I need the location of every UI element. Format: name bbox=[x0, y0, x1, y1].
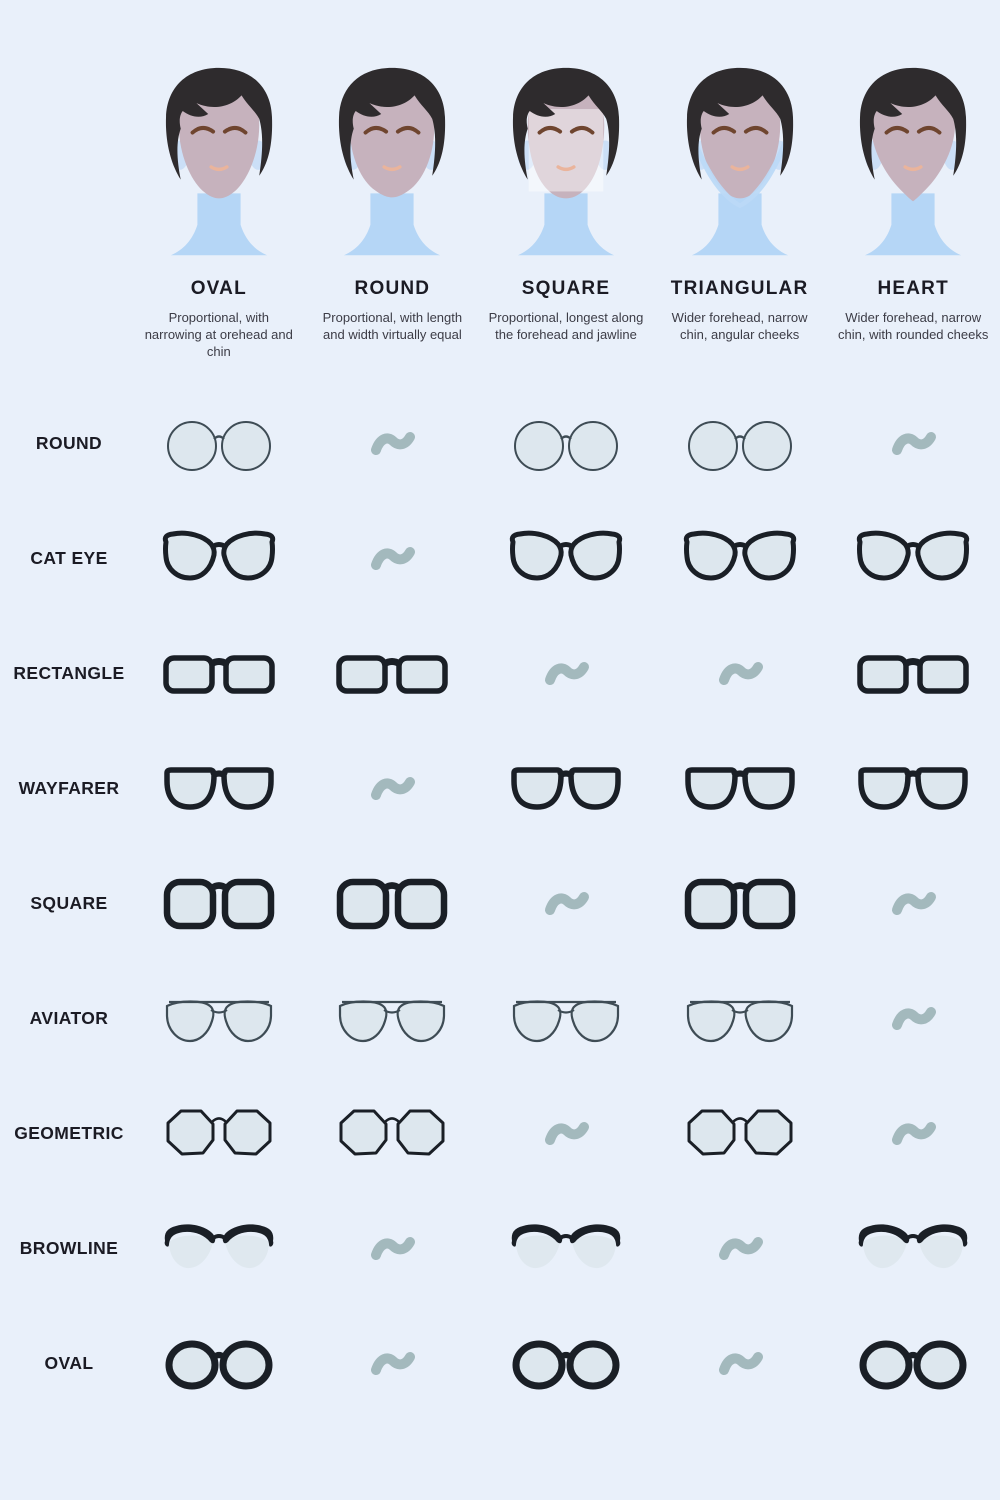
face-shape-name: OVAL bbox=[190, 278, 247, 299]
matrix-cell-square-oval bbox=[132, 872, 306, 936]
matrix-row-geometric bbox=[0, 1076, 1000, 1191]
matrix-cell-square-triangular bbox=[653, 872, 827, 936]
square-glasses-icon bbox=[680, 872, 800, 936]
tilde-icon bbox=[506, 642, 626, 706]
wayfarer-glasses-icon bbox=[159, 757, 279, 821]
matrix-row-square bbox=[0, 846, 1000, 961]
tilde-icon bbox=[853, 1102, 973, 1166]
matrix-cell-browline-triangular bbox=[653, 1217, 827, 1281]
matrix-cell-cat-eye-round bbox=[306, 527, 480, 591]
matrix-cell-browline-heart bbox=[826, 1217, 1000, 1281]
oval-glasses-icon bbox=[159, 1332, 279, 1396]
row-label: CAT EYE bbox=[30, 548, 108, 569]
rectangle-glasses-icon bbox=[853, 642, 973, 706]
matrix-cell-wayfarer-square bbox=[479, 757, 653, 821]
aviator-glasses-icon bbox=[159, 987, 279, 1051]
tilde-icon bbox=[680, 1217, 800, 1281]
face-column-triangular bbox=[653, 60, 827, 343]
matrix-cell-round-round bbox=[306, 412, 480, 476]
matrix-cell-wayfarer-heart bbox=[826, 757, 1000, 821]
heart-face-illustration bbox=[829, 60, 997, 266]
matrix-cell-round-oval bbox=[132, 412, 306, 476]
matrix-cell-rectangle-round bbox=[306, 642, 480, 706]
tilde-icon bbox=[853, 872, 973, 936]
row-label: OVAL bbox=[44, 1353, 94, 1374]
matrix-row-wayfarer bbox=[0, 731, 1000, 846]
matrix-cell-rectangle-heart bbox=[826, 642, 1000, 706]
face-shape-name: HEART bbox=[877, 278, 949, 299]
matrix-cell-square-heart bbox=[826, 872, 1000, 936]
oval-face-illustration bbox=[135, 60, 303, 266]
matrix-cell-aviator-oval bbox=[132, 987, 306, 1051]
tilde-icon bbox=[332, 1217, 452, 1281]
matrix-row-rectangle bbox=[0, 616, 1000, 731]
browline-glasses-icon bbox=[853, 1217, 973, 1281]
matrix-cell-geometric-triangular bbox=[653, 1102, 827, 1166]
oval-glasses-icon bbox=[853, 1332, 973, 1396]
matrix-cell-wayfarer-oval bbox=[132, 757, 306, 821]
geometric-glasses-icon bbox=[680, 1102, 800, 1166]
matrix-cell-geometric-oval bbox=[132, 1102, 306, 1166]
wayfarer-glasses-icon bbox=[506, 757, 626, 821]
matrix-cell-wayfarer-triangular bbox=[653, 757, 827, 821]
geometric-glasses-icon bbox=[332, 1102, 452, 1166]
browline-glasses-icon bbox=[506, 1217, 626, 1281]
matrix-cell-geometric-heart bbox=[826, 1102, 1000, 1166]
face-shape-description: Proportional, with length and width virtually equal bbox=[322, 310, 463, 343]
matrix-cell-square-round bbox=[306, 872, 480, 936]
face-shapes-header bbox=[0, 60, 1000, 360]
matrix-cell-rectangle-square bbox=[479, 642, 653, 706]
matrix-cell-wayfarer-round bbox=[306, 757, 480, 821]
row-label: AVIATOR bbox=[29, 1008, 109, 1029]
wayfarer-glasses-icon bbox=[680, 757, 800, 821]
matrix-cell-square-square bbox=[479, 872, 653, 936]
cat-eye-glasses-icon bbox=[853, 527, 973, 591]
square-glasses-icon bbox=[159, 872, 279, 936]
matrix-cell-round-square bbox=[479, 412, 653, 476]
face-column-square bbox=[479, 60, 653, 343]
row-label: RECTANGLE bbox=[13, 663, 125, 684]
tilde-icon bbox=[332, 412, 452, 476]
matrix-cell-aviator-square bbox=[479, 987, 653, 1051]
matrix-cell-geometric-round bbox=[306, 1102, 480, 1166]
tilde-icon bbox=[680, 642, 800, 706]
matrix-cell-oval-square bbox=[479, 1332, 653, 1396]
browline-glasses-icon bbox=[159, 1217, 279, 1281]
tilde-icon bbox=[506, 872, 626, 936]
row-label: WAYFARER bbox=[18, 778, 120, 799]
matrix-row-round bbox=[0, 386, 1000, 501]
matrix-cell-aviator-triangular bbox=[653, 987, 827, 1051]
round-glasses-icon bbox=[159, 412, 279, 476]
face-shape-description: Wider forehead, narrow chin, with rounded cheeks bbox=[838, 310, 989, 343]
face-shape-name: ROUND bbox=[354, 278, 431, 299]
face-shape-description: Wider forehead, narrow chin, angular cheeks bbox=[671, 310, 808, 343]
round-glasses-icon bbox=[680, 412, 800, 476]
face-shape-description: Proportional, with narrowing at orehead and chin bbox=[144, 310, 293, 360]
tilde-icon bbox=[853, 987, 973, 1051]
matrix-cell-browline-oval bbox=[132, 1217, 306, 1281]
matrix-cell-browline-round bbox=[306, 1217, 480, 1281]
cat-eye-glasses-icon bbox=[506, 527, 626, 591]
face-shape-description: Proportional, longest along the forehead and jawline bbox=[488, 310, 644, 343]
face-shape-name: TRIANGULAR bbox=[670, 278, 809, 299]
tilde-icon bbox=[680, 1332, 800, 1396]
row-label: SQUARE bbox=[30, 893, 108, 914]
round-face-illustration bbox=[308, 60, 476, 266]
tilde-icon bbox=[853, 412, 973, 476]
matrix-row-cat-eye bbox=[0, 501, 1000, 616]
face-column-round bbox=[306, 60, 480, 343]
matrix-row-oval bbox=[0, 1306, 1000, 1421]
face-column-heart bbox=[826, 60, 1000, 343]
tilde-icon bbox=[506, 1102, 626, 1166]
matrix-cell-rectangle-oval bbox=[132, 642, 306, 706]
wayfarer-glasses-icon bbox=[853, 757, 973, 821]
face-shape-name: SQUARE bbox=[521, 278, 611, 299]
matrix-row-browline bbox=[0, 1191, 1000, 1306]
matrix-cell-round-triangular bbox=[653, 412, 827, 476]
tilde-icon bbox=[332, 527, 452, 591]
aviator-glasses-icon bbox=[332, 987, 452, 1051]
rectangle-glasses-icon bbox=[332, 642, 452, 706]
aviator-glasses-icon bbox=[680, 987, 800, 1051]
square-glasses-icon bbox=[332, 872, 452, 936]
matrix-cell-cat-eye-square bbox=[479, 527, 653, 591]
cat-eye-glasses-icon bbox=[680, 527, 800, 591]
tilde-icon bbox=[332, 1332, 452, 1396]
matrix-cell-oval-round bbox=[306, 1332, 480, 1396]
matrix-cell-oval-heart bbox=[826, 1332, 1000, 1396]
matrix-row-aviator bbox=[0, 961, 1000, 1076]
matrix-cell-aviator-heart bbox=[826, 987, 1000, 1051]
matrix-cell-cat-eye-heart bbox=[826, 527, 1000, 591]
round-glasses-icon bbox=[506, 412, 626, 476]
geometric-glasses-icon bbox=[159, 1102, 279, 1166]
cat-eye-glasses-icon bbox=[159, 527, 279, 591]
square-face-illustration bbox=[482, 60, 650, 266]
matrix-cell-aviator-round bbox=[306, 987, 480, 1051]
rectangle-glasses-icon bbox=[159, 642, 279, 706]
row-label: BROWLINE bbox=[19, 1238, 119, 1259]
matrix-cell-round-heart bbox=[826, 412, 1000, 476]
row-label: GEOMETRIC bbox=[14, 1123, 124, 1144]
compatibility-matrix bbox=[0, 386, 1000, 1421]
matrix-cell-cat-eye-oval bbox=[132, 527, 306, 591]
tilde-icon bbox=[332, 757, 452, 821]
matrix-cell-browline-square bbox=[479, 1217, 653, 1281]
face-column-oval bbox=[132, 60, 306, 360]
triangular-face-illustration bbox=[656, 60, 824, 266]
matrix-cell-geometric-square bbox=[479, 1102, 653, 1166]
matrix-cell-oval-triangular bbox=[653, 1332, 827, 1396]
oval-glasses-icon bbox=[506, 1332, 626, 1396]
row-label: ROUND bbox=[35, 433, 103, 454]
matrix-cell-rectangle-triangular bbox=[653, 642, 827, 706]
matrix-cell-cat-eye-triangular bbox=[653, 527, 827, 591]
aviator-glasses-icon bbox=[506, 987, 626, 1051]
matrix-cell-oval-oval bbox=[132, 1332, 306, 1396]
